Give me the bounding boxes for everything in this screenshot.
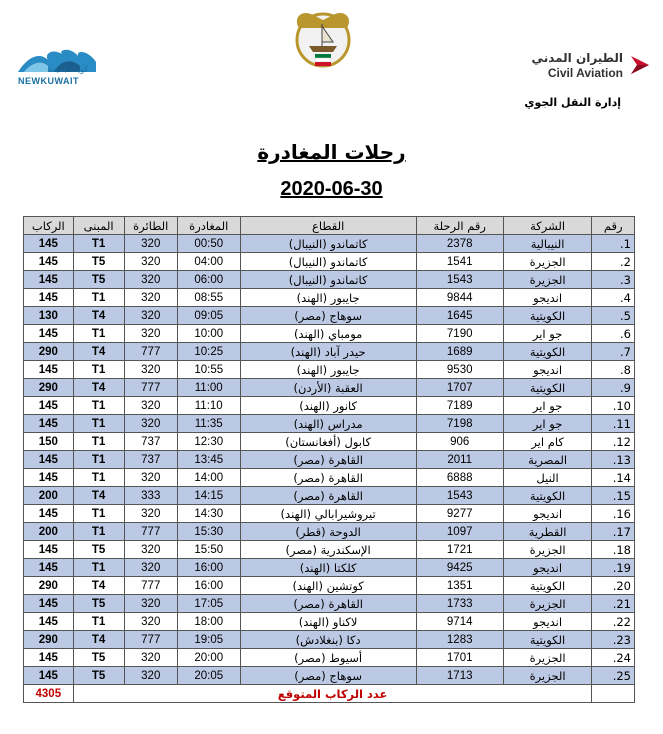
row-departure: 20:00: [177, 649, 240, 667]
row-terminal: T4: [73, 487, 124, 505]
row-terminal: T1: [73, 613, 124, 631]
row-airline: انديجو: [503, 361, 592, 379]
row-sector: تيروشيرابالي (الهند): [240, 505, 416, 523]
table-body: [24, 235, 635, 685]
row-passengers: 130: [24, 307, 74, 325]
table-row: [24, 289, 635, 307]
row-terminal: T1: [73, 523, 124, 541]
row-num: 24.: [592, 649, 635, 667]
row-num: 8.: [592, 361, 635, 379]
row-aircraft: 320: [124, 271, 177, 289]
table-row: [24, 487, 635, 505]
row-aircraft: 320: [124, 667, 177, 685]
row-aircraft: 320: [124, 649, 177, 667]
row-airline: الجزيرة: [503, 649, 592, 667]
row-flight: 1713: [416, 667, 503, 685]
date-wrap: [0, 178, 663, 201]
row-aircraft: 320: [124, 361, 177, 379]
row-passengers: 145: [24, 361, 74, 379]
row-passengers: 145: [24, 649, 74, 667]
row-num: 16.: [592, 505, 635, 523]
table-row: [24, 433, 635, 451]
row-aircraft: 777: [124, 379, 177, 397]
row-aircraft: 777: [124, 577, 177, 595]
row-num: 10.: [592, 397, 635, 415]
row-terminal: T1: [73, 325, 124, 343]
row-passengers: 145: [24, 505, 74, 523]
row-airline: القطرية: [503, 523, 592, 541]
col-passengers: الركاب: [24, 217, 74, 235]
table-row: [24, 469, 635, 487]
row-num: 13.: [592, 451, 635, 469]
row-passengers: 145: [24, 667, 74, 685]
row-flight: 1351: [416, 577, 503, 595]
table-row: [24, 397, 635, 415]
row-num: 22.: [592, 613, 635, 631]
row-flight: 906: [416, 433, 503, 451]
row-flight: 7198: [416, 415, 503, 433]
table-row: [24, 451, 635, 469]
table-row: [24, 271, 635, 289]
row-sector: كاتماندو (النيبال): [240, 253, 416, 271]
new-kuwait-logo: [14, 46, 104, 90]
row-aircraft: 320: [124, 307, 177, 325]
row-flight: 7189: [416, 397, 503, 415]
row-aircraft: 320: [124, 253, 177, 271]
row-aircraft: 320: [124, 397, 177, 415]
row-flight: 1543: [416, 487, 503, 505]
row-sector: كلكتا (الهند): [240, 559, 416, 577]
row-flight: 1721: [416, 541, 503, 559]
table-row: [24, 667, 635, 685]
total-value: 4305: [24, 685, 74, 703]
row-passengers: 145: [24, 559, 74, 577]
row-aircraft: 320: [124, 415, 177, 433]
row-sector: القاهرة (مصر): [240, 469, 416, 487]
row-num: 17.: [592, 523, 635, 541]
row-departure: 06:00: [177, 271, 240, 289]
row-passengers: 200: [24, 523, 74, 541]
row-aircraft: 320: [124, 541, 177, 559]
row-aircraft: 320: [124, 235, 177, 253]
row-sector: العقبة (الأردن): [240, 379, 416, 397]
row-num: 20.: [592, 577, 635, 595]
table-row: [24, 379, 635, 397]
row-sector: القاهرة (مصر): [240, 487, 416, 505]
row-airline: الجزيرة: [503, 667, 592, 685]
report-date: 2020-06-30: [280, 178, 383, 200]
row-aircraft: 777: [124, 343, 177, 361]
row-aircraft: 320: [124, 469, 177, 487]
row-num: 14.: [592, 469, 635, 487]
row-departure: 11:00: [177, 379, 240, 397]
table-row: [24, 649, 635, 667]
row-passengers: 145: [24, 253, 74, 271]
row-departure: 08:55: [177, 289, 240, 307]
row-sector: مدراس (الهند): [240, 415, 416, 433]
row-flight: 9844: [416, 289, 503, 307]
row-sector: جايبور (الهند): [240, 289, 416, 307]
page-title: رحلات المغادرة: [257, 140, 406, 164]
row-num: 23.: [592, 631, 635, 649]
table-row: [24, 235, 635, 253]
row-departure: 13:45: [177, 451, 240, 469]
row-departure: 14:00: [177, 469, 240, 487]
row-num: 18.: [592, 541, 635, 559]
row-num: 5.: [592, 307, 635, 325]
row-airline: انديجو: [503, 289, 592, 307]
row-passengers: 145: [24, 469, 74, 487]
row-terminal: T1: [73, 415, 124, 433]
row-sector: مومباي (الهند): [240, 325, 416, 343]
row-passengers: 145: [24, 415, 74, 433]
table-row: [24, 577, 635, 595]
row-departure: 10:00: [177, 325, 240, 343]
row-terminal: T1: [73, 505, 124, 523]
row-num: 19.: [592, 559, 635, 577]
row-departure: 04:00: [177, 253, 240, 271]
row-passengers: 200: [24, 487, 74, 505]
row-passengers: 145: [24, 541, 74, 559]
row-passengers: 145: [24, 289, 74, 307]
row-airline: الكويتية: [503, 487, 592, 505]
row-terminal: T4: [73, 343, 124, 361]
row-departure: 18:00: [177, 613, 240, 631]
row-passengers: 290: [24, 631, 74, 649]
row-terminal: T1: [73, 451, 124, 469]
row-flight: 1097: [416, 523, 503, 541]
row-departure: 11:35: [177, 415, 240, 433]
row-departure: 11:10: [177, 397, 240, 415]
row-sector: جايبور (الهند): [240, 361, 416, 379]
row-airline: جو اير: [503, 325, 592, 343]
row-departure: 10:55: [177, 361, 240, 379]
departures-table: [23, 216, 635, 703]
row-aircraft: 320: [124, 559, 177, 577]
row-num: 1.: [592, 235, 635, 253]
row-airline: النيبالية: [503, 235, 592, 253]
row-departure: 12:30: [177, 433, 240, 451]
row-departure: 20:05: [177, 667, 240, 685]
row-sector: القاهرة (مصر): [240, 595, 416, 613]
row-num: 12.: [592, 433, 635, 451]
table-row: [24, 541, 635, 559]
table-row: [24, 559, 635, 577]
row-num: 7.: [592, 343, 635, 361]
row-airline: الكويتية: [503, 307, 592, 325]
row-num: 3.: [592, 271, 635, 289]
row-terminal: T1: [73, 289, 124, 307]
row-num: 15.: [592, 487, 635, 505]
row-num: 21.: [592, 595, 635, 613]
row-departure: 00:50: [177, 235, 240, 253]
row-airline: انديجو: [503, 613, 592, 631]
row-flight: 9530: [416, 361, 503, 379]
row-flight: 1645: [416, 307, 503, 325]
row-sector: الإسكندرية (مصر): [240, 541, 416, 559]
row-sector: الدوحة (قطر): [240, 523, 416, 541]
row-aircraft: 320: [124, 505, 177, 523]
row-departure: 17:05: [177, 595, 240, 613]
row-departure: 14:15: [177, 487, 240, 505]
table-header-row: [24, 217, 635, 235]
row-departure: 19:05: [177, 631, 240, 649]
row-terminal: T5: [73, 649, 124, 667]
row-aircraft: 320: [124, 289, 177, 307]
row-passengers: 150: [24, 433, 74, 451]
row-terminal: T5: [73, 271, 124, 289]
row-departure: 09:05: [177, 307, 240, 325]
row-flight: 9714: [416, 613, 503, 631]
col-departure: المغادرة: [177, 217, 240, 235]
row-airline: الكويتية: [503, 343, 592, 361]
row-passengers: 290: [24, 379, 74, 397]
row-flight: 1707: [416, 379, 503, 397]
row-airline: جو اير: [503, 397, 592, 415]
row-airline: النيل: [503, 469, 592, 487]
row-airline: انديجو: [503, 505, 592, 523]
col-terminal: المبنى: [73, 217, 124, 235]
row-sector: لاكناو (الهند): [240, 613, 416, 631]
page-title-wrap: [0, 140, 663, 164]
row-airline: الكويتية: [503, 577, 592, 595]
row-departure: 15:30: [177, 523, 240, 541]
row-passengers: 145: [24, 325, 74, 343]
row-departure: 10:25: [177, 343, 240, 361]
row-flight: 2011: [416, 451, 503, 469]
row-airline: الكويتية: [503, 631, 592, 649]
row-terminal: T5: [73, 667, 124, 685]
row-flight: 6888: [416, 469, 503, 487]
row-num: 11.: [592, 415, 635, 433]
row-airline: الجزيرة: [503, 595, 592, 613]
table-row: [24, 325, 635, 343]
table-row: [24, 595, 635, 613]
row-departure: 14:30: [177, 505, 240, 523]
row-terminal: T4: [73, 307, 124, 325]
col-flight: رقم الرحلة: [416, 217, 503, 235]
row-sector: سوهاج (مصر): [240, 307, 416, 325]
row-flight: 1283: [416, 631, 503, 649]
row-airline: الجزيرة: [503, 271, 592, 289]
row-terminal: T4: [73, 631, 124, 649]
row-departure: 15:50: [177, 541, 240, 559]
total-label: عدد الركاب المتوقع: [73, 685, 592, 703]
civil-aviation-ar: الطيران المدني: [531, 51, 623, 65]
row-aircraft: 737: [124, 451, 177, 469]
row-airline: المصرية: [503, 451, 592, 469]
row-departure: 16:00: [177, 559, 240, 577]
row-flight: 1541: [416, 253, 503, 271]
table-row: [24, 415, 635, 433]
table-row: [24, 613, 635, 631]
row-sector: كابول (أفغانستان): [240, 433, 416, 451]
row-num: 9.: [592, 379, 635, 397]
row-aircraft: 777: [124, 631, 177, 649]
row-sector: كوتشين (الهند): [240, 577, 416, 595]
new-kuwait-ar-text: كويت جديدة: [48, 65, 89, 74]
row-aircraft: 737: [124, 433, 177, 451]
row-flight: 1701: [416, 649, 503, 667]
row-passengers: 145: [24, 235, 74, 253]
row-sector: دكا (بنغلادش): [240, 631, 416, 649]
table-row: [24, 631, 635, 649]
row-terminal: T1: [73, 559, 124, 577]
kuwait-emblem-icon: [289, 6, 357, 72]
row-terminal: T5: [73, 541, 124, 559]
civil-aviation-mark-icon: [627, 52, 653, 78]
row-aircraft: 777: [124, 523, 177, 541]
row-flight: 1689: [416, 343, 503, 361]
total-row: [24, 685, 635, 703]
table-row: [24, 343, 635, 361]
row-terminal: T4: [73, 577, 124, 595]
row-terminal: T5: [73, 253, 124, 271]
civil-aviation-en: Civil Aviation: [547, 66, 623, 80]
row-sector: كاتماندو (النيبال): [240, 235, 416, 253]
col-num: رقم: [592, 217, 635, 235]
row-num: 4.: [592, 289, 635, 307]
col-aircraft: الطائرة: [124, 217, 177, 235]
row-departure: 16:00: [177, 577, 240, 595]
row-sector: أسيوط (مصر): [240, 649, 416, 667]
row-sector: كانور (الهند): [240, 397, 416, 415]
row-terminal: T1: [73, 397, 124, 415]
col-airline: الشركة: [503, 217, 592, 235]
row-airline: كام اير: [503, 433, 592, 451]
row-terminal: T4: [73, 379, 124, 397]
row-airline: الجزيرة: [503, 253, 592, 271]
row-terminal: T1: [73, 361, 124, 379]
row-terminal: T1: [73, 433, 124, 451]
row-num: 2.: [592, 253, 635, 271]
row-passengers: 145: [24, 613, 74, 631]
row-terminal: T1: [73, 235, 124, 253]
row-terminal: T5: [73, 595, 124, 613]
row-passengers: 145: [24, 397, 74, 415]
row-airline: جو اير: [503, 415, 592, 433]
table-row: [24, 253, 635, 271]
row-passengers: 290: [24, 577, 74, 595]
row-sector: سوهاج (مصر): [240, 667, 416, 685]
row-sector: حيدر آباد (الهند): [240, 343, 416, 361]
table-row: [24, 307, 635, 325]
row-flight: 1733: [416, 595, 503, 613]
row-passengers: 290: [24, 343, 74, 361]
department-label: إدارة النقل الجوي: [524, 96, 621, 109]
row-num: 6.: [592, 325, 635, 343]
row-airline: الكويتية: [503, 379, 592, 397]
row-passengers: 145: [24, 451, 74, 469]
row-sector: القاهرة (مصر): [240, 451, 416, 469]
table-row: [24, 523, 635, 541]
row-passengers: 145: [24, 595, 74, 613]
total-empty: [592, 685, 635, 703]
row-sector: كاتماندو (النيبال): [240, 271, 416, 289]
row-airline: الجزيرة: [503, 541, 592, 559]
row-aircraft: 320: [124, 613, 177, 631]
row-num: 25.: [592, 667, 635, 685]
row-aircraft: 320: [124, 325, 177, 343]
row-flight: 7190: [416, 325, 503, 343]
row-flight: 9425: [416, 559, 503, 577]
row-passengers: 145: [24, 271, 74, 289]
row-flight: 1543: [416, 271, 503, 289]
row-aircraft: 320: [124, 595, 177, 613]
new-kuwait-text: NEWKUWAIT: [18, 76, 79, 86]
col-sector: القطاع: [240, 217, 416, 235]
row-flight: 2378: [416, 235, 503, 253]
row-terminal: T1: [73, 469, 124, 487]
row-flight: 9277: [416, 505, 503, 523]
table-row: [24, 505, 635, 523]
table-row: [24, 361, 635, 379]
row-airline: انديجو: [503, 559, 592, 577]
row-aircraft: 333: [124, 487, 177, 505]
